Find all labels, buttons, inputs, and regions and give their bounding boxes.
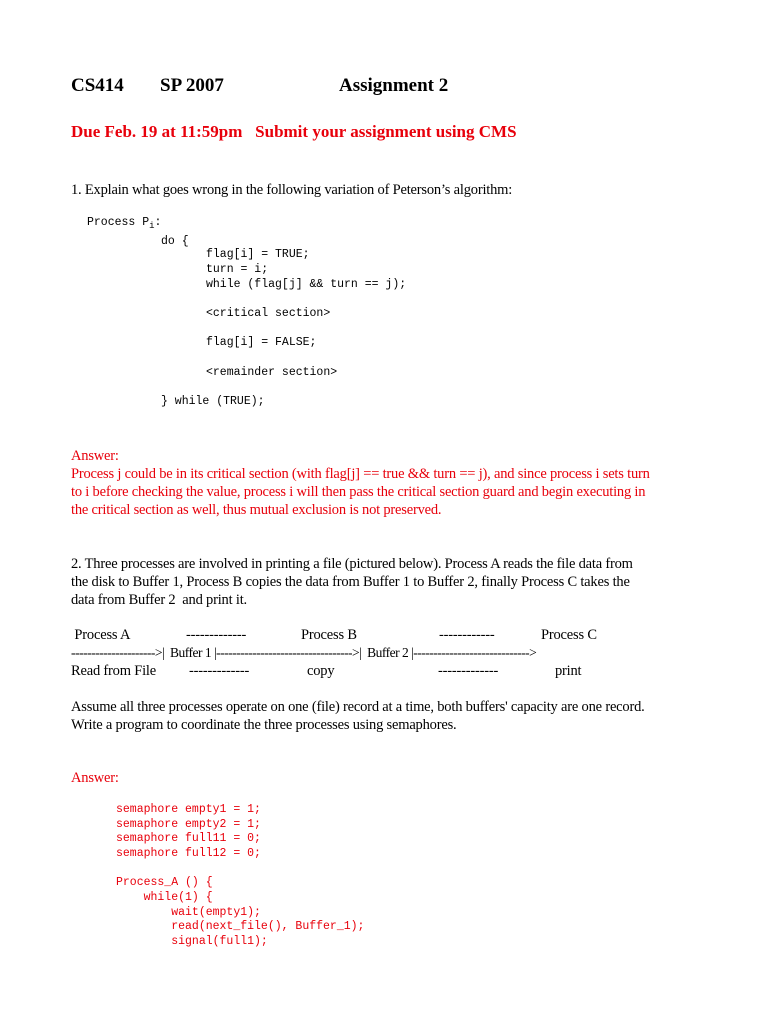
q2-assume-line-1: Assume all three processes operate on one (file) record at a time, both buffers' capacity are one record. xyxy=(71,699,645,715)
code-line: semaphore full11 = 0; xyxy=(116,832,261,845)
code-end-while: } while (TRUE); xyxy=(161,395,265,408)
diagram-dashes-3: ------------- xyxy=(189,663,250,679)
code-line: Process_A () { xyxy=(116,876,213,889)
q1-answer-line-2: to i before checking the value, process i will then pass the critical section guard and begin executing in xyxy=(71,484,646,500)
diagram-process-a: Process A xyxy=(71,627,131,643)
q1-answer-line-1: Process j could be in its critical section (with flag[j] == true && turn == j), and since process i sets turn xyxy=(71,466,650,482)
code-line: read(next_file(), Buffer_1); xyxy=(116,920,365,933)
process-label-text: Process P xyxy=(87,216,150,229)
course-code: CS414 xyxy=(71,75,124,96)
diagram-read-from-file: Read from File xyxy=(71,663,156,679)
q1-answer-label: Answer: xyxy=(71,448,119,464)
diagram-process-c: Process C xyxy=(541,627,597,643)
code-critical-section: <critical section> xyxy=(206,307,331,320)
term: SP 2007 xyxy=(160,75,224,96)
code-line: semaphore full12 = 0; xyxy=(116,847,261,860)
q2-answer-label: Answer: xyxy=(71,770,119,786)
code-do: do { xyxy=(161,235,189,248)
q2-prompt-line-1: 2. Three processes are involved in printing a file (pictured below). Process A reads the file data from xyxy=(71,556,633,572)
diagram-dashes-2: ------------ xyxy=(439,627,495,643)
diagram-dashes-4: ------------- xyxy=(438,663,499,679)
code-turn: turn = i; xyxy=(206,263,269,276)
diagram-dashes-1: ------------- xyxy=(186,627,247,643)
q2-prompt-line-3: data from Buffer 2 and print it. xyxy=(71,592,247,608)
diagram-process-b: Process B xyxy=(301,627,357,643)
code-flag-true: flag[i] = TRUE; xyxy=(206,248,310,261)
code-line: semaphore empty2 = 1; xyxy=(116,818,261,831)
code-line: wait(empty1); xyxy=(116,906,261,919)
diagram-print: print xyxy=(555,663,582,679)
q1-answer-line-3: the critical section as well, thus mutual exclusion is not preserved. xyxy=(71,502,442,518)
code-line: while(1) { xyxy=(116,891,213,904)
code-line: signal(full1); xyxy=(116,935,268,948)
code-while-loop: while (flag[j] && turn == j); xyxy=(206,278,407,291)
code-process-label xyxy=(87,216,161,234)
q2-assume-line-2: Write a program to coordinate the three processes using semaphores. xyxy=(71,717,457,733)
process-colon: : xyxy=(154,216,162,229)
due-line: Due Feb. 19 at 11:59pm Submit your assignment using CMS xyxy=(71,122,517,141)
code-remainder-section: <remainder section> xyxy=(206,366,338,379)
q1-prompt: 1. Explain what goes wrong in the following variation of Peterson’s algorithm: xyxy=(71,182,513,198)
diagram-copy: copy xyxy=(307,663,335,679)
assignment-title: Assignment 2 xyxy=(339,75,449,96)
diagram-buffer-row: --------------------->| Buffer 1 |---------------------------------->| Buffer 2 |-----------------------------> xyxy=(71,645,537,660)
code-flag-false: flag[i] = FALSE; xyxy=(206,336,317,349)
q2-prompt-line-2: the disk to Buffer 1, Process B copies the data from Buffer 1 to Buffer 2, finally Process C takes the xyxy=(71,574,630,590)
process-subscript: i xyxy=(149,221,155,231)
code-line: semaphore empty1 = 1; xyxy=(116,803,261,816)
